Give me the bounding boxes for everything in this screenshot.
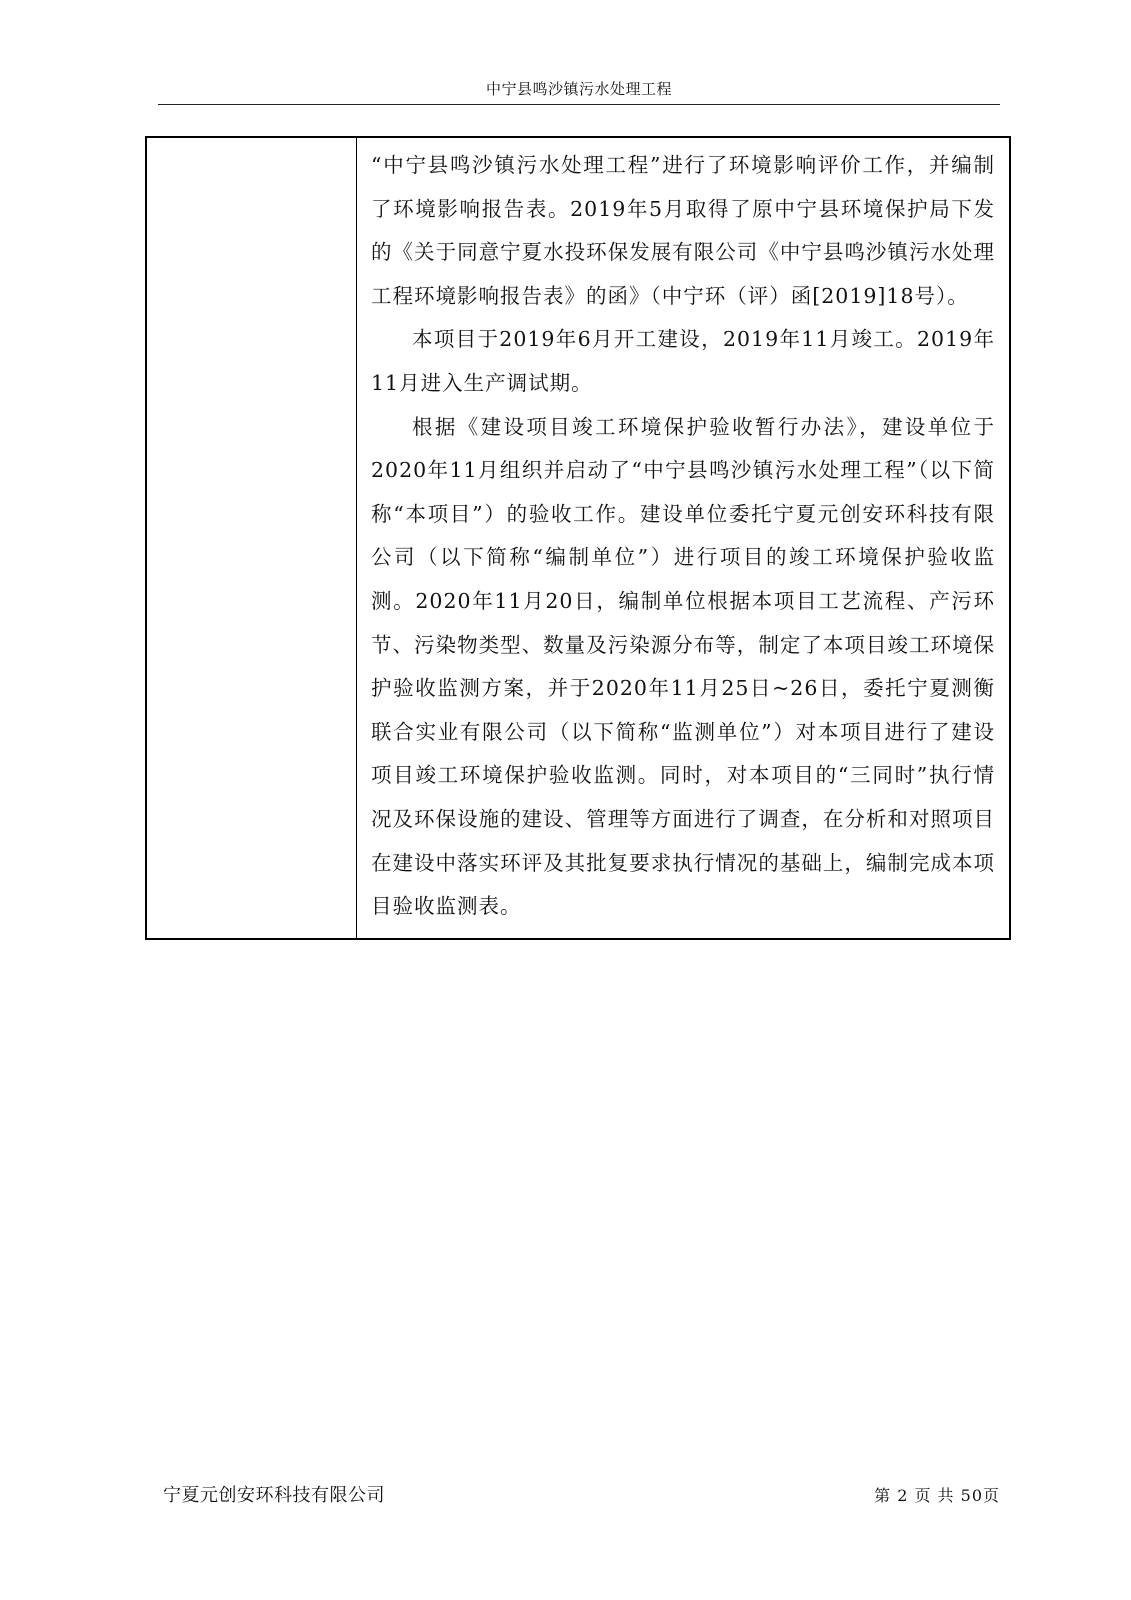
table-right-cell xyxy=(357,138,1009,938)
header-title: 中宁县鸣沙镇污水处理工程 xyxy=(485,80,672,98)
paragraph-acceptance: 根据《建设项目竣工环境保护验收暂行办法》，建设单位于2020年11月组织并启动了“中宁县鸣沙镇污水处理工程”（以下简称“本项目”）的验收工作。建设单位委托宁夏元创安环科技有限公司（以下简称“编制单位”）进行项目的竣工环境保护验收监测。2020年11月20日，编制单位根据本项目工艺流程、产污环节、污染物类型、数量及污染源分布等，制定了本项目竣工环境保护验收监测方案，并于2020年11月25日~26日，委托宁夏测衡联合实业有限公司（以下简称“监测单位”）对本项目进行了建设项目竣工环境保护验收监测。同时，对本项目的“三同时”执行情况及环保设施的建设、管理等方面进行了调查，在分析和对照项目在建设中落实环评及其批复要求执行情况的基础上，编制完成本项目验收监测表。 xyxy=(371,414,995,919)
page-header xyxy=(158,78,1000,105)
content-table xyxy=(145,136,1011,940)
paragraph-eia: “中宁县鸣沙镇污水处理工程”进行了环境影响评价工作，并编制了环境影响报告表。2019年5月取得了原中宁县环境保护局下发的《关于同意宁夏水投环保发展有限公司《中宁县鸣沙镇污水处理工程环境影响报告表》的函》（中宁环（评）函[2019]18号）。 xyxy=(371,153,995,308)
footer-company: 宁夏元创安环科技有限公司 xyxy=(163,1485,385,1506)
table-left-cell xyxy=(147,138,357,938)
footer-page-number: 第 2 页 共 50页 xyxy=(874,1486,1000,1505)
paragraph-construction: 本项目于2019年6月开工建设，2019年11月竣工。2019年11月进入生产调试期。 xyxy=(371,327,995,395)
